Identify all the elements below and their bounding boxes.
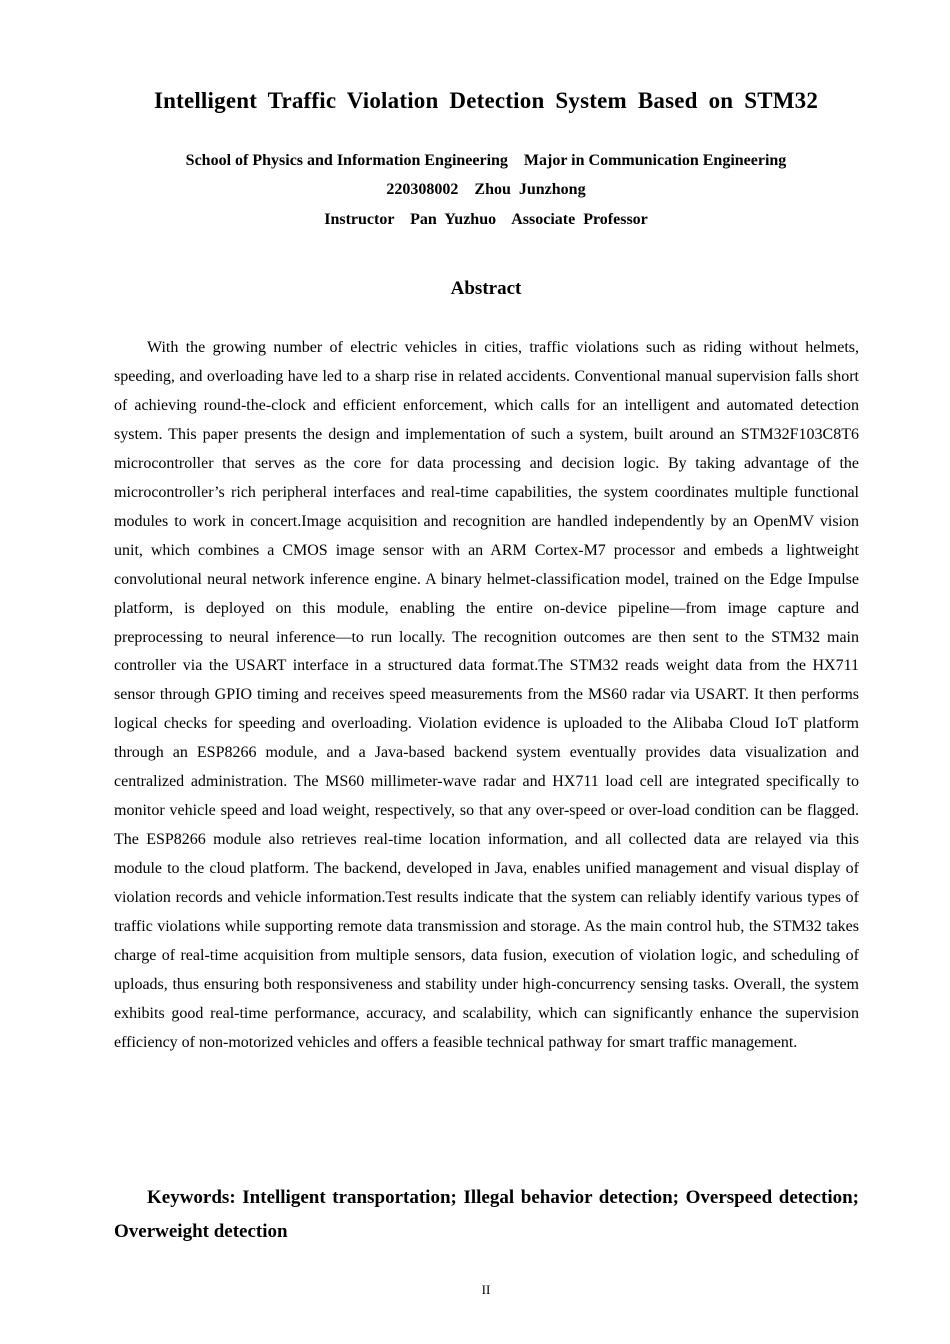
school-major-line: School of Physics and Information Engineering Major in Communication Engineering — [185, 152, 787, 169]
student-id-name-line: 220308002 Zhou Junzhong — [386, 181, 586, 198]
abstract-body: With the growing number of electric vehicles in cities, traffic violations such as riding without helmets, speeding, and overloading have led to a sharp rise in related accidents. Conventional manual supervision falls short of achieving round-the-clock and efficient enforcement, which calls for an intelligent and automated detection system. This paper presents the design and implementation of such a system, built around an STM32F103C8T6 microcontroller that serves as the core for data processing and decision logic. By taking advantage of the microcontroller’s rich peripheral interfaces and real-time capabilities, the system coordinates multiple functional modules to work in concert.Image acquisition and recognition are handled independently by an OpenMV vision unit, which combines a CMOS image sensor with an ARM Cortex-M7 processor and embeds a lightweight convolutional neural network inference engine. A binary helmet-classification model, trained on the Edge Impulse platform, is deployed on this module, enabling the entire on-device pipeline—from image capture and preprocessing to neural inference—to run locally. The recognition outcomes are then sent to the STM32 main controller via the USART interface in a structured data format.The STM32 reads weight data from the HX711 sensor through GPIO timing and receives speed measurements from the MS60 radar via USART. It then performs logical checks for speeding and overloading. Violation evidence is uploaded to the Alibaba Cloud IoT platform through an ESP8266 module, and a Java-based backend system eventually provides data visualization and centralized administration. The MS60 millimeter-wave radar and HX711 load cell are integrated specifically to monitor vehicle speed and load weight, respectively, so that any over-speed or over-load condition can be flagged. The ESP8266 module also retrieves real-time location information, and all collected data are relayed via this module to the cloud platform. The backend, developed in Java, enables unified management and visual display of violation records and vehicle information.Test results indicate that the system can reliably identify various types of traffic violations while supporting remote data transmission and storage. As the main control hub, the STM32 takes charge of real-time acquisition from multiple sensors, data fusion, execution of violation logic, and scheduling of uploads, thus ensuring both responsiveness and stability under high-concurrency sensing tasks. Overall, the system exhibits good real-time performance, accuracy, and scalability, which can significantly enhance the supervision efficiency of non-motorized vehicles and offers a feasible technical pathway for smart traffic management. — [114, 339, 859, 1051]
page-number: II — [481, 1282, 491, 1297]
abstract-heading: Abstract — [450, 278, 522, 299]
paper-title: Intelligent Traffic Violation Detection System Based on STM32 — [153, 88, 819, 113]
instructor-line: Instructor Pan Yuzhuo Associate Professor — [324, 211, 648, 228]
keywords-paragraph: Keywords: Intelligent transportation; Illegal behavior detection; Overspeed detection; Overweight detection — [114, 1187, 859, 1242]
